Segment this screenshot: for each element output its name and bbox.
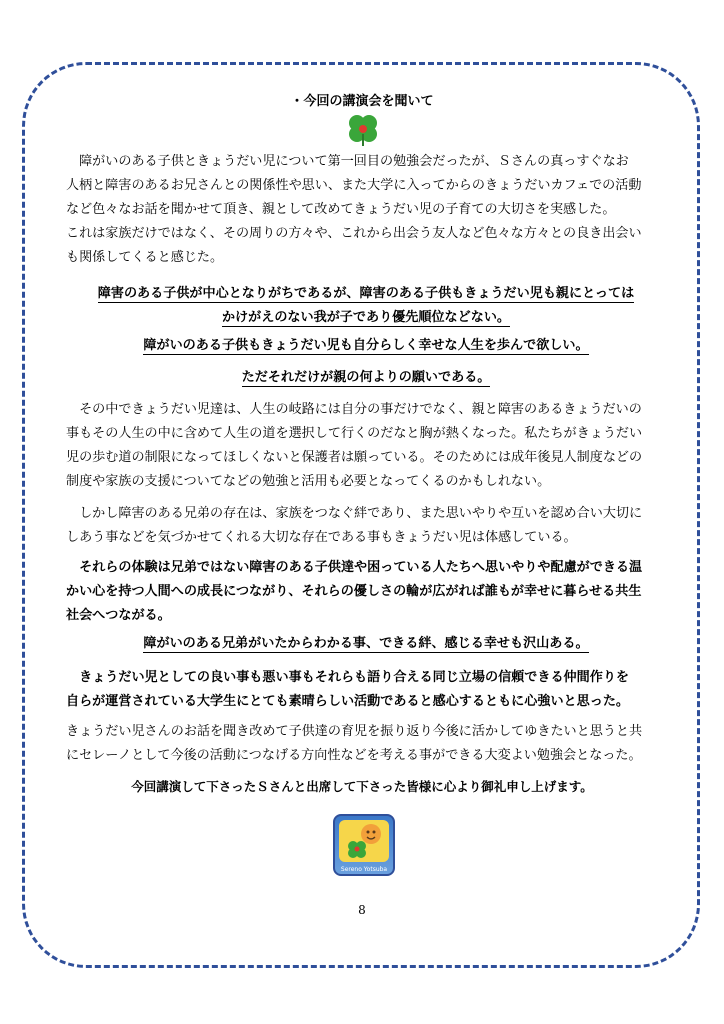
text-line: しかし障害のある兄弟の存在は、家族をつなぐ絆であり、また思いやりや互いを認め合い大切に bbox=[66, 506, 643, 521]
text-line: 社会へつながる。 bbox=[66, 608, 171, 623]
text-line: これは家族だけではなく、その周りの方々や、これから出会う友人など色々な方々との良き出会い bbox=[66, 226, 642, 241]
page-number: 8 bbox=[358, 903, 366, 917]
text-line: かい心を持つ人間への成長につながり、それらの優しさの輪が広がれば誰もが幸せに暮らせる共生 bbox=[66, 584, 642, 599]
emphasis-2 bbox=[66, 334, 666, 358]
text-line: 障がいのある兄弟がいたからわかる事、できる絆、感じる幸せも沢山ある。 bbox=[143, 636, 589, 651]
emphasis-1 bbox=[66, 282, 666, 330]
logo-inner bbox=[339, 820, 389, 862]
emphasis-3 bbox=[66, 366, 666, 390]
text-line: にセレーノとして今後の活動につなげる方向性などを考える事ができる大変よい勉強会となった。 bbox=[66, 748, 642, 763]
text-line: 制度や家族の支援についてなどの勉強と活用も必要となってくるのかもしれない。 bbox=[66, 474, 551, 489]
text-line: も関係してくると感じた。 bbox=[66, 250, 224, 265]
logo-caption: Sereno Yotsuba bbox=[340, 866, 388, 873]
paragraph-4 bbox=[66, 556, 666, 628]
text-line: かけがえのない我が子であり優先順位などない。 bbox=[221, 310, 511, 325]
text-line: きょうだい児としての良い事も悪い事もそれらも語り合える同じ立場の信頼できる仲間作りを bbox=[66, 670, 630, 685]
text-line: 人柄と障害のあるお兄さんとの関係性や思い、また大学に入ってからのきょうだいカフェでの活動 bbox=[66, 178, 642, 193]
text-line: 自らが運営されている大学生にとても素晴らしい活動であると感心するともに心強いと思った。 bbox=[66, 694, 630, 709]
clover-icon bbox=[346, 112, 380, 148]
paragraph-6 bbox=[66, 720, 666, 768]
text-line: 児の歩む道の制限になってほしくないと保護者は願っている。そのためには成年後見人制度などの bbox=[66, 450, 643, 465]
thanks-message: 今回講演して下さったＳさんと出席して下さった皆様に心より御礼申し上げます。 bbox=[131, 779, 593, 794]
paragraph-2 bbox=[66, 398, 666, 494]
text-line: しあう事などを気づかせてくれる大切な存在である事もきょうだい児は体感している。 bbox=[66, 530, 577, 545]
text-line: 障がいのある子供もきょうだい児も自分らしく幸せな人生を歩んで欲しい。 bbox=[143, 338, 589, 353]
text-line: など色々なお話を聞かせて頂き、親として改めてきょうだい児の子育ての大切さを実感した。 bbox=[66, 202, 616, 217]
text-line: ただそれだけが親の何よりの願いである。 bbox=[241, 370, 491, 385]
paragraph-5 bbox=[66, 666, 666, 714]
text-line: それらの体験は兄弟ではない障害のある子供達や困っている人たちへ思いやりや配慮ができる温 bbox=[66, 560, 643, 575]
sereno-yotsuba-logo bbox=[333, 814, 395, 876]
text-line: 障がいのある子供ときょうだい児について第一回目の勉強会だったが、Ｓさんの真っすぐなお bbox=[66, 154, 629, 169]
paragraph-3 bbox=[66, 502, 666, 550]
text-line: 障害のある子供が中心となりがちであるが、障害のある子供もきょうだい児も親にとっては bbox=[97, 286, 635, 301]
text-line: きょうだい児さんのお話を聞き改めて子供達の育児を振り返り今後に活かしてゆきたいと思うと共 bbox=[66, 724, 643, 739]
text-line: その中できょうだい児達は、人生の岐路には自分の事だけでなく、親と障害のあるきょうだいの bbox=[66, 402, 642, 417]
emphasis-4 bbox=[66, 632, 666, 656]
page-title: ・今回の講演会を聞いて bbox=[290, 94, 434, 109]
logo-sun-clover-icon bbox=[339, 820, 389, 862]
text-line: 事もその人生の中に含めて人生の道を選択して行くのだなと胸が熱くなった。私たちがきょうだい bbox=[66, 426, 643, 441]
paragraph-1 bbox=[66, 150, 666, 270]
